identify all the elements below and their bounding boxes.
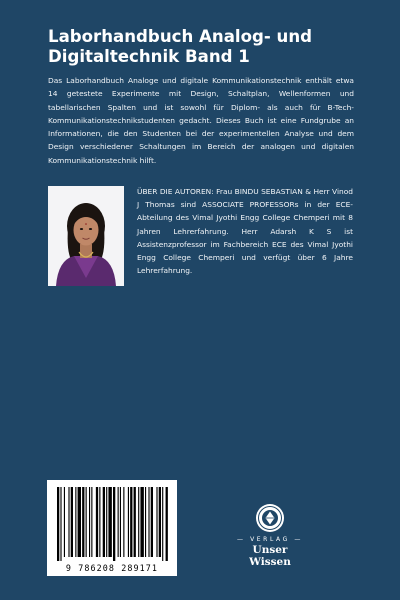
isbn-number: 9 786208 289171: [65, 563, 159, 573]
book-description: Das Laborhandbuch Analoge und digitale Kommunikationstechnik enthält etwa 14 getestete Experimente mit Design, Schaltplan, Wellenformen und tabellarischen Spalten und ist sowohl für Diplom- als auch für B-Tech-Kommunikationstechnikstudenten gedacht. Dieses Buch ist eine Fundgrube an Informationen, die den Studenten bei der experimentellen Analyse und dem Design verschiedener Schaltungen im Bereich der analogen und digitalen Kommunikationstechnik hilft.: [48, 76, 354, 165]
book-title: Laborhandbuch Analog- und Digitaltechnik Band 1: [48, 27, 313, 66]
publisher-verlag-label: — VERLAG —: [236, 536, 303, 543]
publisher-block: [230, 503, 310, 568]
isbn-barcode: [47, 480, 177, 576]
publisher-seal-icon: [255, 503, 285, 533]
barcode-icon: [57, 487, 169, 561]
author-portrait-image: [48, 186, 124, 286]
about-authors-text: ÜBER DIE AUTOREN: Frau BINDU SEBASTIAN & Herr Vinod J Thomas sind ASSOCIATE PROFESSORs in der ECE-Abteilung des Vimal Jyothi Engg College Chemperi mit 8 Jahren Lehrerfahrung. Herr Adarsh K S ist Assistenzprofessor im Fachbereich ECE des Vimal Jyothi Engg College Chemperi und verfügt über 6 Jahre Lehrerfahrung.: [137, 187, 353, 276]
publisher-name: Unser Wissen: [249, 544, 291, 568]
author-photo: [48, 186, 124, 286]
